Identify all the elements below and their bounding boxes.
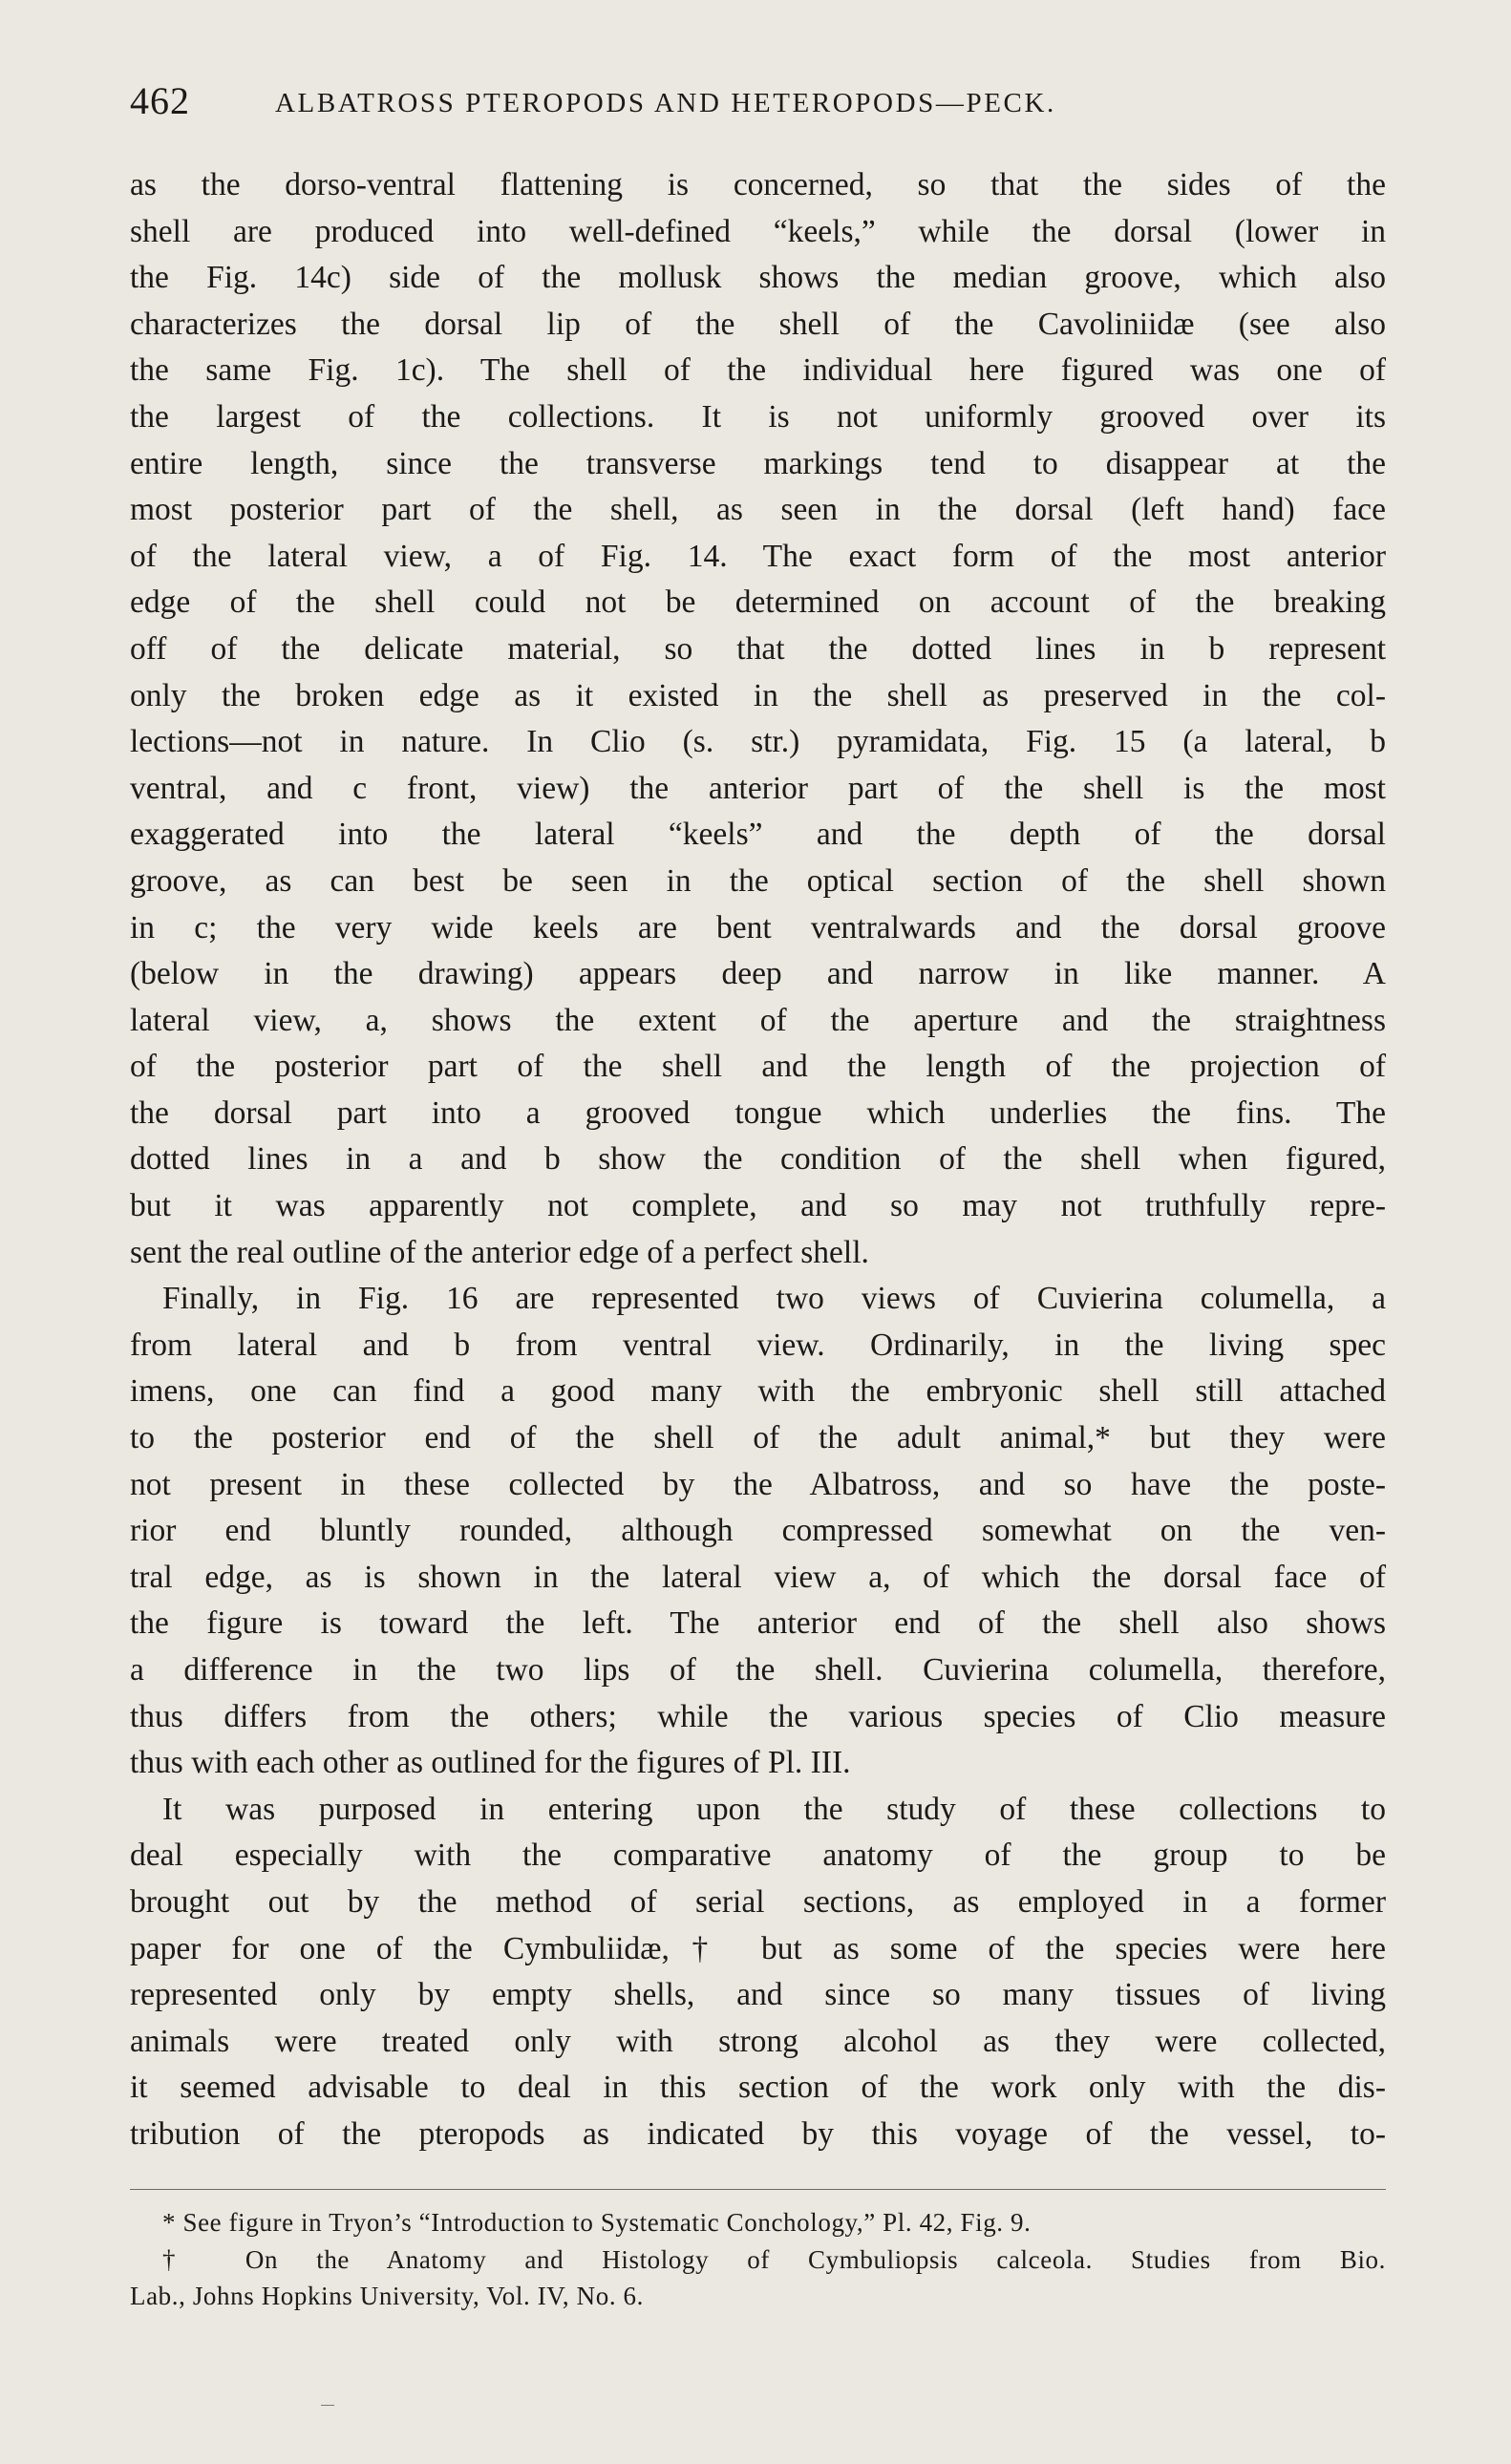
footnotes (130, 2204, 1386, 2315)
text-line: not present in these collected by the Albatross, and so have the poste- (130, 1466, 1386, 1502)
text-line: from lateral and b from ventral view. Ordinarily, in the living spec (130, 1327, 1386, 1363)
text-line: tral edge, as is shown in the lateral view a, of which the dorsal face of (130, 1559, 1386, 1595)
text-line: edge of the shell could not be determined on account of the breaking (130, 584, 1386, 621)
text-line: tribution of the pteropods as indicated by this voyage of the vessel, to- (130, 2115, 1386, 2152)
text-line: lateral view, a, shows the extent of the aperture and the straightness (130, 1002, 1386, 1038)
text-line: characterizes the dorsal lip of the shell of the Cavoliniidæ (see also (130, 306, 1386, 342)
text-line: exaggerated into the lateral “keels” and the depth of the dorsal (130, 817, 1386, 853)
text-line: of the posterior part of the shell and the length of the projection of (130, 1049, 1386, 1085)
text-line: a difference in the two lips of the shell. Cuvierina columella, therefore, (130, 1652, 1386, 1688)
page-header (130, 78, 1386, 136)
text-line: groove, as can best be seen in the optical section of the shell shown (130, 862, 1386, 899)
print-mark (321, 2405, 334, 2406)
text-line: entire length, since the transverse markings tend to disappear at the (130, 445, 1386, 481)
text-line: the dorsal part into a grooved tongue which underlies the fins. The (130, 1094, 1386, 1131)
text-line: as the dorso-ventral flattening is concerned, so that the sides of the (130, 167, 1386, 202)
text-line: thus differs from the others; while the various species of Clio measure (130, 1698, 1386, 1734)
text-line: but it was apparently not complete, and so may not truthfully repre- (130, 1188, 1386, 1224)
text-line: thus with each other as outlined for the figures of Pl. III. (130, 1745, 851, 1781)
text-line: it seemed advisable to deal in this section of the work only with the dis- (130, 2070, 1386, 2106)
page-number: 462 (130, 79, 190, 122)
text-line: shell are produced into well-defined “keels,” while the dorsal (lower in (130, 213, 1386, 249)
text-line: lections—not in nature. In Clio (s. str.) pyramidata, Fig. 15 (a lateral, b (130, 724, 1386, 760)
text-line: to the posterior end of the shell of the adult animal,* but they were (130, 1420, 1386, 1456)
footnote-line: † On the Anatomy and Histology of Cymbuliopsis calceola. Studies from Bio. (162, 2244, 1386, 2274)
text-line: the same Fig. 1c). The shell of the individual here figured was one of (130, 352, 1386, 389)
running-title: ALBATROSS PTEROPODS AND HETEROPODS—PECK. (275, 88, 1056, 118)
text-line: off of the delicate material, so that the dotted lines in b represent (130, 630, 1386, 667)
text-line: imens, one can find a good many with the embryonic shell still attached (130, 1373, 1386, 1410)
text-line: Finally, in Fig. 16 are represented two views of Cuvierina columella, a (162, 1281, 1386, 1317)
text-line: the largest of the collections. It is not uniformly grooved over its (130, 398, 1386, 435)
text-line: ventral, and c front, view) the anterior part of the shell is the most (130, 770, 1386, 806)
text-line: the Fig. 14c) side of the mollusk shows the median groove, which also (130, 260, 1386, 296)
footnote-divider (130, 2189, 1386, 2190)
text-line: the figure is toward the left. The anterior end of the shell also shows (130, 1605, 1386, 1642)
text-line: only the broken edge as it existed in the shell as preserved in the col- (130, 677, 1386, 713)
footnote-line: * See figure in Tryon’s “Introduction to Systematic Conchology,” Pl. 42, Fig. 9. (162, 2208, 1032, 2237)
text-line: dotted lines in a and b show the condition of the shell when figured, (130, 1141, 1386, 1178)
text-line: represented only by empty shells, and since so many tissues of living (130, 1977, 1386, 2013)
body-text (130, 162, 1386, 2158)
text-line: of the lateral view, a of Fig. 14. The exact form of the most anterior (130, 538, 1386, 574)
footnote-line: Lab., Johns Hopkins University, Vol. IV, No. 6. (130, 2282, 644, 2310)
text-line: sent the real outline of the anterior edge of a perfect shell. (130, 1234, 869, 1270)
text-line: paper for one of the Cymbuliidæ,† but as some of the species were here (130, 1930, 1386, 1966)
text-line: It was purposed in entering upon the study of these collections to (162, 1791, 1386, 1827)
text-line: (below in the drawing) appears deep and narrow in like manner. A (130, 956, 1386, 992)
text-line: animals were treated only with strong alcohol as they were collected, (130, 2023, 1386, 2059)
text-line: brought out by the method of serial sections, as employed in a former (130, 1883, 1386, 1920)
text-line: most posterior part of the shell, as seen in the dorsal (left hand) face (130, 492, 1386, 528)
text-line: in c; the very wide keels are bent ventralwards and the dorsal groove (130, 909, 1386, 945)
text-line: rior end bluntly rounded, although compressed somewhat on the ven- (130, 1513, 1386, 1549)
text-line: deal especially with the comparative anatomy of the group to be (130, 1837, 1386, 1874)
